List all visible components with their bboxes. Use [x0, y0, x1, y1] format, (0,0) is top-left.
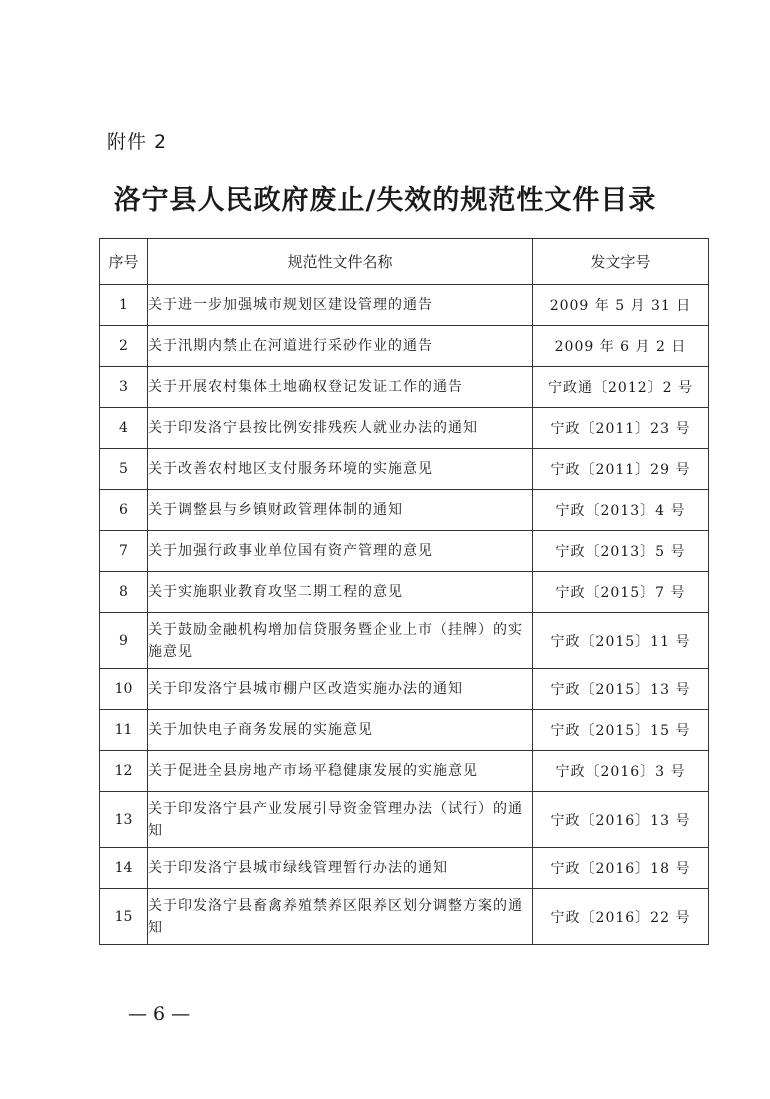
row-number: 9 [100, 613, 148, 669]
row-document-ref: 宁政〔2016〕18 号 [533, 848, 709, 889]
table-row [100, 449, 709, 490]
row-document-name: 关于鼓励金融机构增加信贷服务暨企业上市（挂牌）的实施意见 [148, 613, 533, 669]
row-number: 13 [100, 792, 148, 848]
table-row [100, 285, 709, 326]
header-document-name: 规范性文件名称 [148, 239, 533, 285]
table-row [100, 408, 709, 449]
row-document-ref: 宁政〔2013〕5 号 [533, 531, 709, 572]
row-document-ref: 宁政〔2013〕4 号 [533, 490, 709, 531]
table-row [100, 326, 709, 367]
row-document-ref: 2009 年 6 月 2 日 [533, 326, 709, 367]
row-document-ref: 宁政〔2016〕13 号 [533, 792, 709, 848]
row-number: 11 [100, 710, 148, 751]
row-document-ref: 宁政〔2015〕15 号 [533, 710, 709, 751]
header-number: 序号 [100, 239, 148, 285]
table-row [100, 792, 709, 848]
table-row [100, 669, 709, 710]
table-row [100, 367, 709, 408]
row-document-ref: 宁政〔2015〕7 号 [533, 572, 709, 613]
row-document-ref: 宁政〔2011〕29 号 [533, 449, 709, 490]
row-number: 12 [100, 751, 148, 792]
row-document-name: 关于促进全县房地产市场平稳健康发展的实施意见 [148, 751, 533, 792]
row-document-name: 关于印发洛宁县城市绿线管理暂行办法的通知 [148, 848, 533, 889]
page-number: — 6 — [128, 1003, 191, 1025]
table-row [100, 751, 709, 792]
row-document-name: 关于改善农村地区支付服务环境的实施意见 [148, 449, 533, 490]
page-title: 洛宁县人民政府废止/失效的规范性文件目录 [113, 185, 657, 216]
row-document-name: 关于开展农村集体土地确权登记发证工作的通告 [148, 367, 533, 408]
row-document-ref: 宁政通〔2012〕2 号 [533, 367, 709, 408]
row-number: 2 [100, 326, 148, 367]
row-document-ref: 宁政〔2011〕23 号 [533, 408, 709, 449]
table-row [100, 572, 709, 613]
row-document-ref: 宁政〔2016〕22 号 [533, 889, 709, 945]
row-document-name: 关于实施职业教育攻坚二期工程的意见 [148, 572, 533, 613]
row-document-ref: 宁政〔2015〕13 号 [533, 669, 709, 710]
row-document-ref: 2009 年 5 月 31 日 [533, 285, 709, 326]
row-document-ref: 宁政〔2016〕3 号 [533, 751, 709, 792]
row-document-name: 关于进一步加强城市规划区建设管理的通告 [148, 285, 533, 326]
row-document-name: 关于加快电子商务发展的实施意见 [148, 710, 533, 751]
row-number: 4 [100, 408, 148, 449]
row-number: 1 [100, 285, 148, 326]
table-row [100, 848, 709, 889]
table-row [100, 490, 709, 531]
row-document-ref: 宁政〔2015〕11 号 [533, 613, 709, 669]
table-row [100, 531, 709, 572]
row-document-name: 关于汛期内禁止在河道进行采砂作业的通告 [148, 326, 533, 367]
table-header-row [100, 239, 709, 285]
row-number: 5 [100, 449, 148, 490]
row-number: 7 [100, 531, 148, 572]
row-number: 15 [100, 889, 148, 945]
row-document-name: 关于印发洛宁县按比例安排残疾人就业办法的通知 [148, 408, 533, 449]
row-number: 10 [100, 669, 148, 710]
row-document-name: 关于加强行政事业单位国有资产管理的意见 [148, 531, 533, 572]
row-number: 14 [100, 848, 148, 889]
header-document-ref: 发文字号 [533, 239, 709, 285]
attachment-label: 附件 2 [107, 131, 168, 153]
row-document-name: 关于印发洛宁县畜禽养殖禁养区限养区划分调整方案的通知 [148, 889, 533, 945]
row-number: 3 [100, 367, 148, 408]
table-row [100, 613, 709, 669]
row-document-name: 关于印发洛宁县城市棚户区改造实施办法的通知 [148, 669, 533, 710]
table-row [100, 710, 709, 751]
row-document-name: 关于调整县与乡镇财政管理体制的通知 [148, 490, 533, 531]
row-document-name: 关于印发洛宁县产业发展引导资金管理办法（试行）的通知 [148, 792, 533, 848]
row-number: 8 [100, 572, 148, 613]
document-table [99, 238, 709, 945]
table-row [100, 889, 709, 945]
row-number: 6 [100, 490, 148, 531]
